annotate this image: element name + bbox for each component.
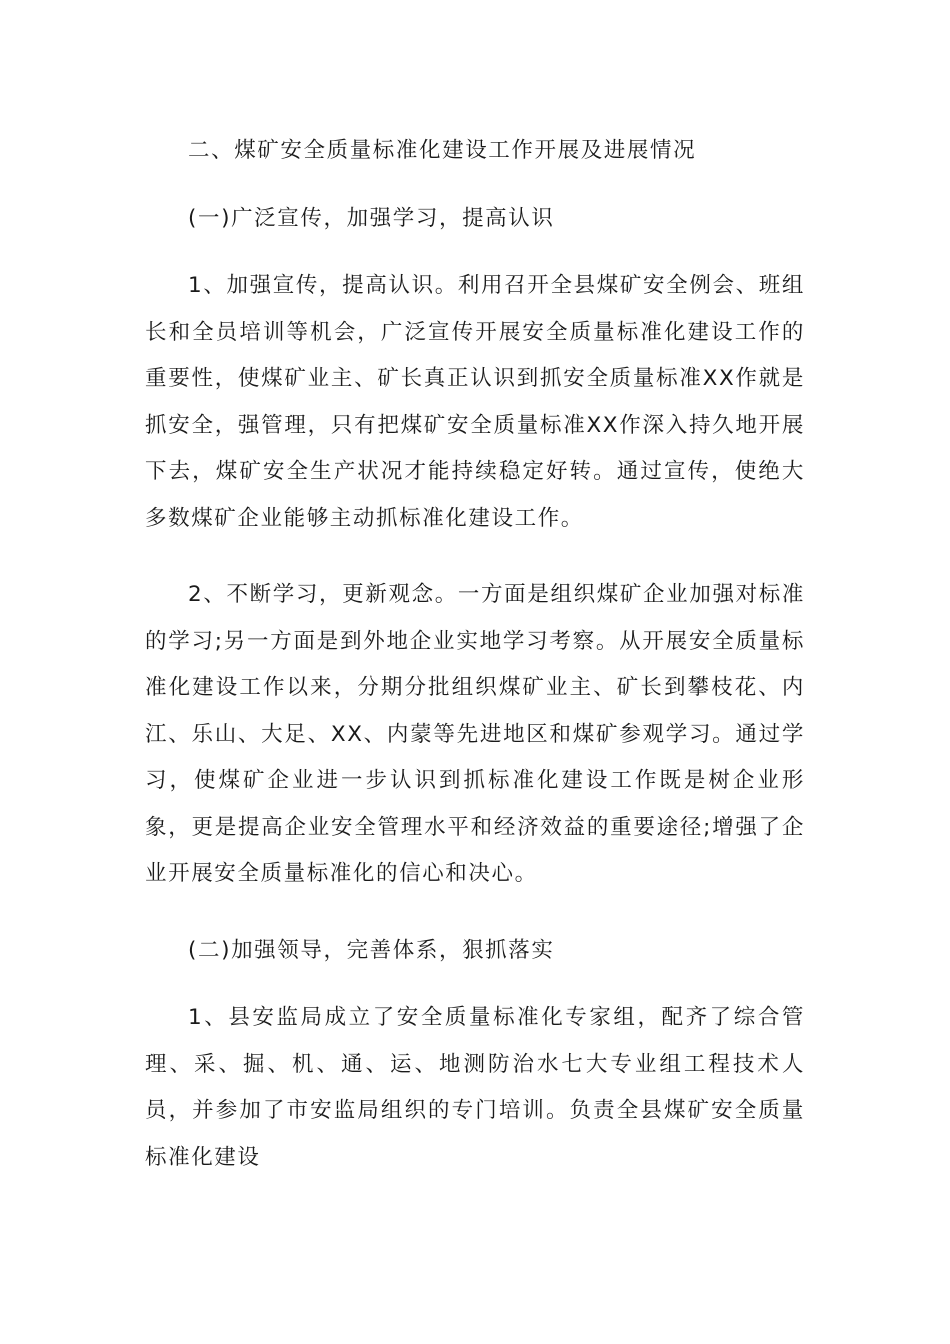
body-paragraph: 2、不断学习，更新观念。一方面是组织煤矿企业加强对标准的学习;另一方面是到外地企业实地学习考察。从开展安全质量标准化建设工作以来，分期分批组织煤矿业主、矿长到攀枝花、内江、乐山、大足、XX、内蒙等先进地区和煤矿参观学习。通过学习，使煤矿企业进一步认识到抓标准化建设工作既是树企业形象，更是提高企业安全管理水平和经济效益的重要途径;增强了企业开展安全质量标准化的信心和决心。 <box>145 582 805 886</box>
body-paragraph: 1、县安监局成立了安全质量标准化专家组，配齐了综合管理、采、掘、机、通、运、地测防治水七大专业组工程技术人员，并参加了市安监局组织的专门培训。负责全县煤矿安全质量标准化建设 <box>145 1005 805 1170</box>
document-page <box>145 128 805 1211</box>
subsection-heading: (二)加强领导，完善体系，狠抓落实 <box>188 937 555 963</box>
subsection-heading: (一)广泛宣传，加强学习，提高认识 <box>188 205 555 231</box>
section-heading: 二、煤矿安全质量标准化建设工作开展及进展情况 <box>188 138 697 163</box>
body-paragraph: 1、加强宣传，提高认识。利用召开全县煤矿安全例会、班组长和全员培训等机会，广泛宣传开展安全质量标准化建设工作的重要性，使煤矿业主、矿长真正认识到抓安全质量标准XX作就是抓安全，强管理，只有把煤矿安全质量标准XX作深入持久地开展下去，煤矿安全生产状况才能持续稳定好转。通过宣传，使绝大多数煤矿企业能够主动抓标准化建设工作。 <box>145 273 805 531</box>
